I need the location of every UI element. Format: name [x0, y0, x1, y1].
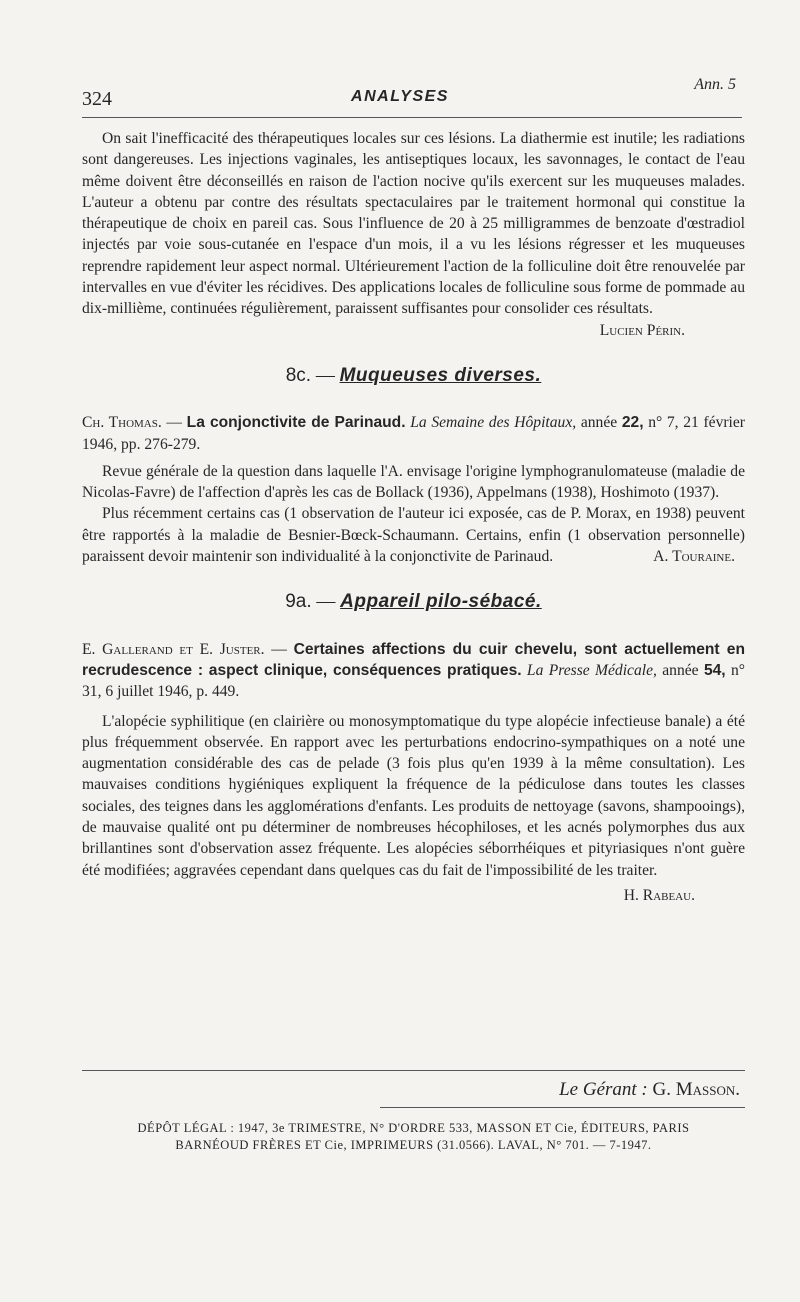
section-dash: — — [315, 364, 335, 386]
article-paragraph — [82, 503, 745, 567]
footer-rule-short — [380, 1107, 745, 1108]
article-reference — [82, 412, 745, 455]
gerant-label: Le Gérant : — [559, 1079, 648, 1100]
article-paragraph: On sait l'inefficacité des thérapeutiques locales sur ces lésions. La diathermie est inutile; les radiations sont dangereuses. Les injections vaginales, les antiseptiques locaux, les savonnages, le contact de l'eau même doivent être déconseillés en raison de l'action nocive qu'ils exercent sur les muqueuses malades. L'auteur a obtenu par contre des résultats spectaculaires par le traitement hormonal qui constitue la thérapeutique de choix en pareil cas. Sous l'influence de 20 à 25 milligrammes de benzoate d'œstradiol injectés par voie sous-cutanée en l'espace d'un mois, il a vu les lésions régresser et les muqueuses reprendre rapidement leur aspect normal. Ultérieurement l'action de la folliculine doit être renouvelée par intervalles en vue d'éviter les récidives. Des applications locales de folliculine sous forme de pommade au dix-millième, continuées régulièrement, paraissent suffisantes pour consolider ces résultats. — [82, 130, 745, 318]
article-title: La conjonctivite de Parinaud. — [186, 414, 406, 432]
volume-number: 22, — [621, 414, 644, 432]
article-authors: E. Gallerand et E. Juster. — [82, 640, 265, 658]
year-label: année — [580, 414, 618, 432]
header-rule — [82, 117, 742, 118]
section-dash: — — [316, 591, 336, 613]
gerant-name: G. Masson. — [652, 1079, 740, 1100]
section-heading — [82, 365, 745, 386]
imprint-line: BARNÉOUD FRÈRES ET Cie, IMPRIMEURS (31.0566). LAVAL, N° 701. — 7-1947. — [175, 1138, 652, 1152]
legal-imprint — [82, 1120, 745, 1154]
page-number: 324 — [82, 88, 112, 110]
article-author: Ch. Thomas. — [82, 414, 162, 432]
running-title: ANALYSES — [351, 88, 449, 105]
section-number: 8c. — [285, 364, 312, 386]
article-signature: A. Touraine. — [653, 548, 735, 566]
page-body — [82, 128, 745, 906]
year-label: année — [662, 661, 699, 679]
publisher-manager — [559, 1079, 740, 1101]
article-signature: H. Rabeau. — [623, 886, 695, 904]
volume-number: 54, — [703, 661, 726, 679]
journal-name: La Presse Médicale, — [526, 661, 657, 679]
reference-dash: — — [166, 414, 183, 432]
section-number: 9a. — [285, 591, 312, 613]
citation-details: n° 31, 6 juillet 1946, p. 449. — [82, 661, 745, 701]
article-signature: Lucien Périn. — [599, 321, 685, 339]
footer-rule — [82, 1070, 745, 1071]
article-paragraph: Revue générale de la question dans laquelle l'A. envisage l'origine lymphogranulomateuse (maladie de Nicolas-Favre) de l'affection d'après les cas de Bollack (1936), Appelmans (1938), Hoshimoto (1937). — [82, 462, 745, 502]
article-reference — [82, 639, 745, 703]
journal-name: La Semaine des Hôpitaux, — [410, 414, 577, 432]
article-title: Certaines affections du cuir chevelu, sont actuellement en recrudescence : aspect clinique, conséquences pratiques. — [82, 640, 745, 679]
citation-details: n° 7, 21 février 1946, pp. 276-279. — [82, 414, 746, 453]
section-title: Muqueuses diverses. — [339, 364, 542, 386]
article-paragraph: L'alopécie syphilitique (en clairière ou monosymptomatique du type alopécie infectieuse banale) a été plus fréquemment observée. En rapport avec les perturbations endocrino-sympathiques on a noté une augmentation considérable des cas de pelade (3 fois plus qu'en 1939 à la même consultation). Les mauvaises conditions hygiéniques expliquent la fréquence de la pédiculose dans toutes les classes sociales, des teignes dans les agglomérations d'enfants. Les produits de nettoyage (savons, shampooings), de mauvaise qualité ont pu déterminer de nombreuses hécophiloses, et les acnés polymorphes dus aux brillantines sont d'observation assez fréquente. Les alopécies séborrhéiques et pityriasiques n'ont guère été modifiées; aggravées cependant dans quelques cas du fait de l'impossibilité de les traiter. — [82, 712, 745, 879]
imprint-line: DÉPÔT LÉGAL : 1947, 3e TRIMESTRE, N° D'ORDRE 533, MASSON ET Cie, ÉDITEURS, PARIS — [137, 1121, 690, 1135]
paragraph-text: Plus récemment certains cas (1 observation de l'auteur ici exposée, cas de P. Morax, en 1938) peuvent être rapportés à la maladie de Besnier-Bœck-Schaumann. Certains, enfin (1 observation personnelle) paraissent devoir maintenir son individualité à la conjonctivite de Parinaud. — [82, 505, 745, 566]
margin-annotation: Ann. 5 — [694, 76, 736, 93]
reference-dash: — — [271, 640, 287, 658]
section-title: Appareil pilo-sébacé. — [340, 591, 542, 613]
section-heading — [82, 591, 745, 612]
